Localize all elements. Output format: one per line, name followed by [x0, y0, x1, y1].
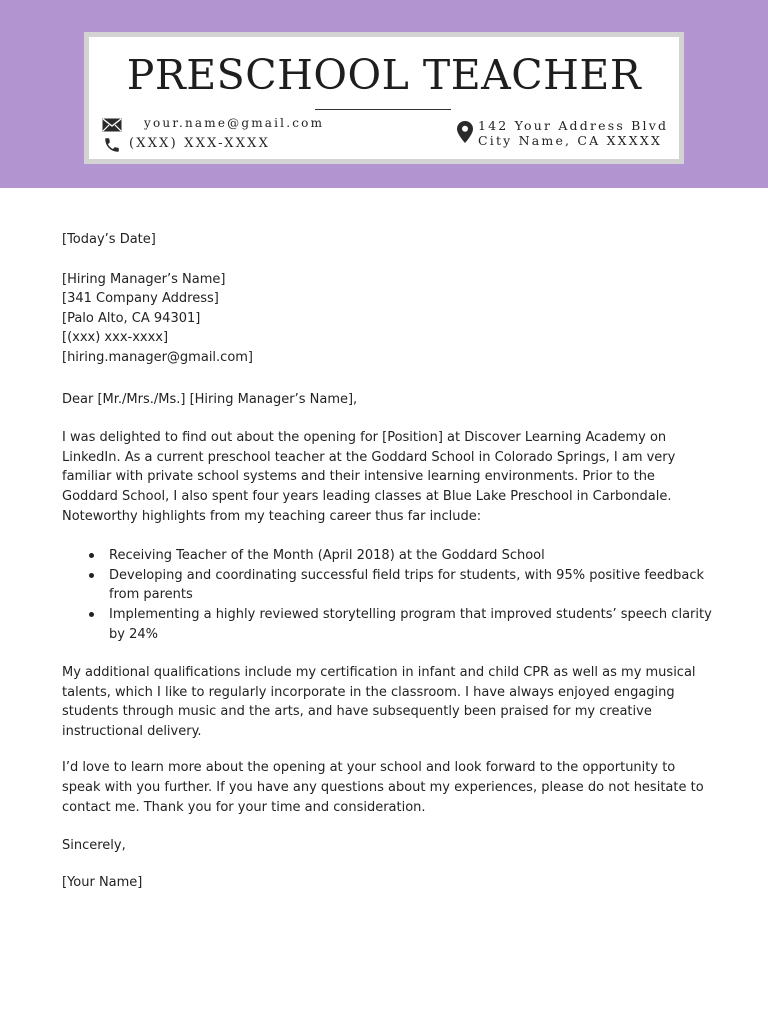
paragraph-closing: I’d love to learn more about the opening at your school and look forward to the opportunity to speak with you further. If you have any questions about my experiences, please do not hesitate to contact me. Thank you for your time and consideration.	[62, 760, 704, 815]
name-box	[84, 32, 684, 164]
phone-text: (XXX) XXX-XXXX	[129, 136, 271, 151]
address-line1: 142 Your Address Blvd	[478, 118, 669, 133]
letter-date: [Today’s Date]	[62, 232, 156, 247]
list-item: Receiving Teacher of the Month (April 2018) at the Goddard School	[109, 546, 712, 566]
recipient-email: [hiring.manager@gmail.com]	[62, 349, 254, 365]
address-line2: City Name, CA XXXXX	[478, 133, 663, 148]
phone-icon	[103, 136, 121, 158]
name-divider	[315, 109, 451, 110]
recipient-phone: [(xxx) xxx-xxxx]	[62, 330, 169, 346]
email-text: your.name@gmail.com	[144, 116, 325, 130]
list-item: Implementing a highly reviewed storytelling program that improved students’ speech clarity by 24%	[109, 605, 712, 644]
letter-body	[62, 230, 712, 892]
candidate-name: PRESCHOOL TEACHER	[126, 51, 642, 99]
list-item: Developing and coordinating successful field trips for students, with 95% positive feedback from parents	[109, 566, 712, 605]
closing: Sincerely,	[62, 838, 126, 854]
envelope-icon	[102, 117, 122, 136]
recipient-city: [Palo Alto, CA 94301]	[62, 310, 201, 326]
paragraph-qualifications: My additional qualifications include my certification in infant and child CPR as well as my musical talents, which I like to regularly incorporate in the classroom. I have always enjoyed engaging students through music and the arts, and have subsequently been praised for my creative instructional delivery.	[62, 665, 696, 739]
map-pin-icon	[457, 121, 473, 147]
paragraph-intro: I was delighted to find out about the opening for [Position] at Discover Learning Academy on LinkedIn. As a current preschool teacher at the Goddard School in Colorado Springs, I am very familiar with private school systems and their intensive learning environments. Prior to the Goddard School, I also spent four years leading classes at Blue Lake Preschool in Carbondale. Noteworthy highlights from my teaching career thus far include:	[62, 430, 676, 524]
salutation: Dear [Mr./Mrs./Ms.] [Hiring Manager’s Name],	[62, 391, 358, 407]
header-banner	[0, 0, 768, 188]
recipient-name: [Hiring Manager’s Name]	[62, 271, 226, 287]
highlights-list	[62, 546, 712, 644]
signature: [Your Name]	[62, 874, 143, 890]
recipient-address: [341 Company Address]	[62, 291, 219, 307]
recipient-block	[62, 270, 712, 368]
